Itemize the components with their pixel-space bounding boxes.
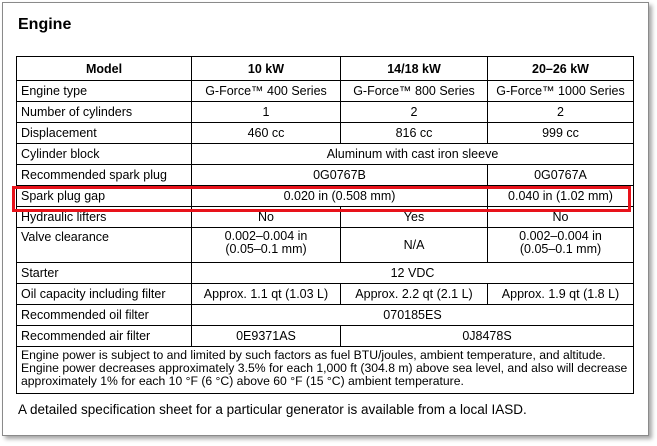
- header-model: Model: [17, 57, 192, 81]
- cell-value: 460 cc: [192, 123, 341, 144]
- cell-value: 0.040 in (1.02 mm): [488, 186, 634, 207]
- row-label: Hydraulic lifters: [17, 207, 192, 228]
- header-10kw: 10 kW: [192, 57, 341, 81]
- table-header-row: [17, 57, 634, 81]
- row-label: Displacement: [17, 123, 192, 144]
- cell-value: 1: [192, 102, 341, 123]
- cell-value: N/A: [341, 228, 488, 263]
- cell-line: 0.002–0.004 in: [224, 229, 308, 243]
- table-row: [17, 102, 634, 123]
- cell-value: 0G0767A: [488, 165, 634, 186]
- row-label: Oil capacity including filter: [17, 284, 192, 305]
- cell-value: Aluminum with cast iron sleeve: [192, 144, 634, 165]
- table-row: [17, 305, 634, 326]
- table-row: [17, 284, 634, 305]
- cell-line: (0.05–0.1 mm): [225, 242, 307, 256]
- table-row: [17, 144, 634, 165]
- header-14-18kw: 14/18 kW: [341, 57, 488, 81]
- cell-value: G-Force™ 1000 Series: [488, 81, 634, 102]
- table-row: [17, 123, 634, 144]
- row-label: Engine type: [17, 81, 192, 102]
- table-row: [17, 81, 634, 102]
- row-label: Recommended spark plug: [17, 165, 192, 186]
- table-note: Engine power is subject to and limited by such factors as fuel BTU/joules, ambient temperature, and altitude. Engine power decreases approximately 3.5% for each 1,000 ft (304.8 m) above sea level, and also will decrease approximately 1% for each 10 °F (6 °C) above 60 °F (15 °C) ambient temperature.: [17, 347, 634, 394]
- cell-value: G-Force™ 400 Series: [192, 81, 341, 102]
- table-row-spark-plug-gap: [17, 186, 634, 207]
- cell-value: Approx. 2.2 qt (2.1 L): [341, 284, 488, 305]
- cell-value: Yes: [341, 207, 488, 228]
- table-row: [17, 326, 634, 347]
- cell-value: 2: [341, 102, 488, 123]
- cell-value: 0J8478S: [341, 326, 634, 347]
- cell-value: 999 cc: [488, 123, 634, 144]
- row-label: Recommended air filter: [17, 326, 192, 347]
- header-20-26kw: 20–26 kW: [488, 57, 634, 81]
- cell-value: 070185ES: [192, 305, 634, 326]
- row-label: Recommended oil filter: [17, 305, 192, 326]
- cell-value: Approx. 1.9 qt (1.8 L): [488, 284, 634, 305]
- cell-value: Approx. 1.1 qt (1.03 L): [192, 284, 341, 305]
- cell-value: 816 cc: [341, 123, 488, 144]
- cell-value: 0.020 in (0.508 mm): [192, 186, 488, 207]
- row-label: Spark plug gap: [17, 186, 192, 207]
- cell-value: [192, 228, 341, 263]
- row-label: Starter: [17, 263, 192, 284]
- table-row: [17, 207, 634, 228]
- row-label: Cylinder block: [17, 144, 192, 165]
- row-label: Valve clearance: [17, 228, 192, 263]
- engine-spec-table: [16, 56, 634, 394]
- row-label: Number of cylinders: [17, 102, 192, 123]
- cell-value: No: [192, 207, 341, 228]
- cell-line: (0.05–0.1 mm): [519, 242, 602, 256]
- table-row: [17, 263, 634, 284]
- cell-value: 0E9371AS: [192, 326, 341, 347]
- cell-value: 0G0767B: [192, 165, 488, 186]
- cell-value: G-Force™ 800 Series: [341, 81, 488, 102]
- cell-value: No: [488, 207, 634, 228]
- cell-value: [488, 228, 634, 263]
- cell-line: 0.002–0.004 in: [519, 229, 602, 243]
- cell-value: 12 VDC: [192, 263, 634, 284]
- table-row: [17, 165, 634, 186]
- footer-text: A detailed specification sheet for a particular generator is available from a local IASD.: [18, 402, 527, 417]
- table-row: [17, 228, 634, 263]
- table-note-row: [17, 347, 634, 394]
- section-title: Engine: [18, 16, 72, 33]
- cell-value: 2: [488, 102, 634, 123]
